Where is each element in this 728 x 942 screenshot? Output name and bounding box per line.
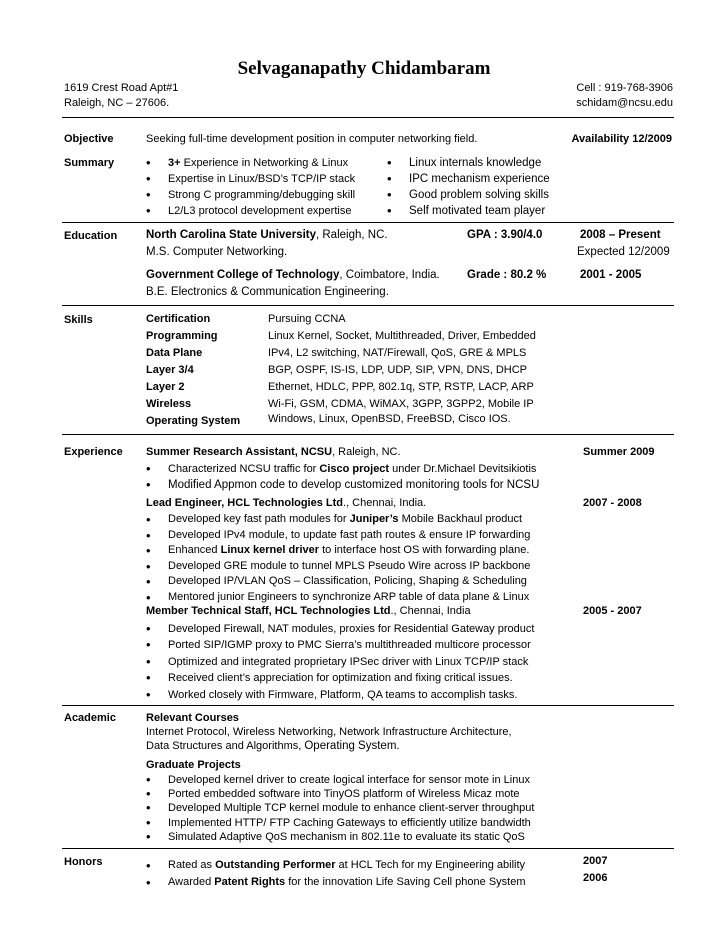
list-item: • Awarded Patent Rights for the innovation Life Saving Cell phone System	[146, 874, 526, 891]
education-grade-1: GPA : 3.90/4.0	[467, 229, 543, 241]
education-degree-2: B.E. Electronics & Communication Engineering.	[146, 286, 389, 298]
skill-value: BGP, OSPF, IS-IS, LDP, UDP, SIP, VPN, DNS, DHCP	[268, 364, 527, 376]
job-date-2: 2007 - 2008	[583, 497, 642, 509]
list-item: • L2/L3 protocol development expertise	[146, 203, 355, 219]
summary-divider	[62, 222, 674, 223]
list-item: • Developed Firewall, NAT modules, proxies for Residential Gateway product	[146, 621, 534, 637]
job-date-1: Summer 2009	[583, 446, 655, 458]
courses-line-2: Data Structures and Algorithms, Operating System.	[146, 740, 400, 752]
skill-key: Data Plane	[146, 347, 203, 359]
address-line-1: 1619 Crest Road Apt#1	[64, 82, 179, 94]
skill-key: Programming	[146, 330, 218, 342]
job-1-bullets	[146, 461, 539, 493]
list-item: • Ported SIP/IGMP proxy to PMC Sierra’s multithreaded multicore processor	[146, 637, 534, 653]
list-item: • 3+ Experience in Networking & Linux	[146, 155, 355, 171]
honors-list	[146, 857, 526, 891]
list-item: • Rated as Outstanding Performer at HCL Tech for my Engineering ability	[146, 857, 526, 874]
experience-divider	[62, 705, 674, 706]
list-item: • Ported embedded software into TinyOS platform of Wireless Micaz mote	[146, 787, 534, 801]
list-item: • Developed Multiple TCP kernel module to enhance client-server throughput	[146, 801, 534, 815]
skill-key: Certification	[146, 313, 211, 325]
education-grade-2: Grade : 80.2 %	[467, 269, 547, 281]
projects-list	[146, 773, 534, 844]
list-item: • Developed IP/VLAN QoS – Classification, Policing, Shaping & Scheduling	[146, 574, 530, 590]
education-divider	[62, 305, 674, 306]
summary-right-list	[387, 155, 550, 219]
courses-line-1: Internet Protocol, Wireless Networking, Network Infrastructure Architecture,	[146, 726, 512, 738]
skill-value: Ethernet, HDLC, PPP, 802.1q, STP, RSTP, LACP, ARP	[268, 381, 534, 393]
skills-label: Skills	[64, 314, 93, 326]
address-line-2: Raleigh, NC – 27606.	[64, 97, 170, 109]
list-item: • Expertise in Linux/BSD’s TCP/IP stack	[146, 171, 355, 187]
list-item: • Developed kernel driver to create logical interface for sensor mote in Linux	[146, 773, 534, 787]
skill-value: Pursuing CCNA	[268, 313, 346, 325]
experience-label: Experience	[64, 446, 123, 458]
list-item: • Enhanced Linux kernel driver to interface host OS with forwarding plane.	[146, 543, 530, 559]
list-item: • Linux internals knowledge	[387, 155, 550, 171]
job-title-3: Member Technical Staff, HCL Technologies Ltd., Chennai, India	[146, 605, 471, 617]
education-date-2: 2001 - 2005	[580, 269, 642, 281]
list-item: • Developed GRE module to tunnel MPLS Pseudo Wire across IP backbone	[146, 559, 530, 575]
list-item: • Optimized and integrated proprietary IPSec driver with Linux TCP/IP stack	[146, 654, 534, 670]
education-school-1: North Carolina State University, Raleigh, NC.	[146, 229, 388, 241]
list-item: • Received client’s appreciation for optimization and fixing critical issues.	[146, 670, 534, 686]
list-item: • Implemented HTTP/ FTP Caching Gateways to efficiently utilize bandwidth	[146, 816, 534, 830]
skills-divider	[62, 434, 674, 435]
summary-label: Summary	[64, 157, 115, 169]
skill-value: Wi-Fi, GSM, CDMA, WiMAX, 3GPP, 3GPP2, Mobile IP	[268, 398, 534, 410]
education-degree-1: M.S. Computer Networking.	[146, 246, 288, 258]
skill-value: Linux Kernel, Socket, Multithreaded, Driver, Embedded	[268, 330, 536, 342]
objective-label: Objective	[64, 133, 114, 145]
academic-divider	[62, 848, 674, 849]
skill-value: Windows, Linux, OpenBSD, FreeBSD, Cisco IOS.	[268, 413, 511, 425]
header-divider	[62, 117, 674, 118]
honors-label: Honors	[64, 856, 103, 868]
list-item: • Modified Appmon code to develop customized monitoring tools for NCSU	[146, 477, 539, 493]
job-3-bullets	[146, 621, 534, 703]
education-date-1: 2008 – Present	[580, 229, 661, 241]
skill-key: Layer 3/4	[146, 364, 194, 376]
summary-left-list	[146, 155, 355, 219]
skill-key: Layer 2	[146, 381, 185, 393]
list-item: • Developed IPv4 module, to update fast path routes & ensure IP forwarding	[146, 528, 530, 544]
education-expected: Expected 12/2009	[577, 246, 670, 258]
job-date-3: 2005 - 2007	[583, 605, 642, 617]
list-item: • Mentored junior Engineers to synchronize ARP table of data plane & Linux	[146, 590, 530, 606]
list-item: • Strong C programming/debugging skill	[146, 187, 355, 203]
academic-label: Academic	[64, 712, 116, 724]
courses-heading: Relevant Courses	[146, 712, 239, 724]
candidate-name: Selvaganapathy Chidambaram	[237, 58, 491, 79]
education-school-2: Government College of Technology, Coimbatore, India.	[146, 269, 440, 281]
education-label: Education	[64, 230, 118, 242]
list-item: • IPC mechanism experience	[387, 171, 550, 187]
phone-number: Cell : 919-768-3906	[576, 82, 673, 94]
honor-year: 2006	[583, 872, 608, 884]
email-address[interactable]: schidam@ncsu.edu	[576, 97, 673, 109]
skill-key: Wireless	[146, 398, 192, 410]
job-title-2: Lead Engineer, HCL Technologies Ltd., Chennai, India.	[146, 497, 427, 509]
projects-heading: Graduate Projects	[146, 759, 241, 771]
objective-text: Seeking full-time development position in computer networking field.	[146, 133, 478, 145]
list-item: • Worked closely with Firmware, Platform, QA teams to accomplish tasks.	[146, 687, 534, 703]
job-title-1: Summer Research Assistant, NCSU, Raleigh, NC.	[146, 446, 401, 458]
list-item: • Developed key fast path modules for Juniper’s Mobile Backhaul product	[146, 512, 530, 528]
list-item: • Characterized NCSU traffic for Cisco project under Dr.Michael Devitsikiotis	[146, 461, 539, 477]
job-2-bullets	[146, 512, 530, 606]
list-item: • Good problem solving skills	[387, 187, 550, 203]
skill-key: Operating System	[146, 415, 241, 427]
honor-year: 2007	[583, 855, 608, 867]
list-item: • Self motivated team player	[387, 203, 550, 219]
list-item: • Simulated Adaptive QoS mechanism in 802.11e to evaluate its static QoS	[146, 830, 534, 844]
availability: Availability 12/2009	[571, 133, 672, 145]
skill-value: IPv4, L2 switching, NAT/Firewall, QoS, GRE & MPLS	[268, 347, 527, 359]
